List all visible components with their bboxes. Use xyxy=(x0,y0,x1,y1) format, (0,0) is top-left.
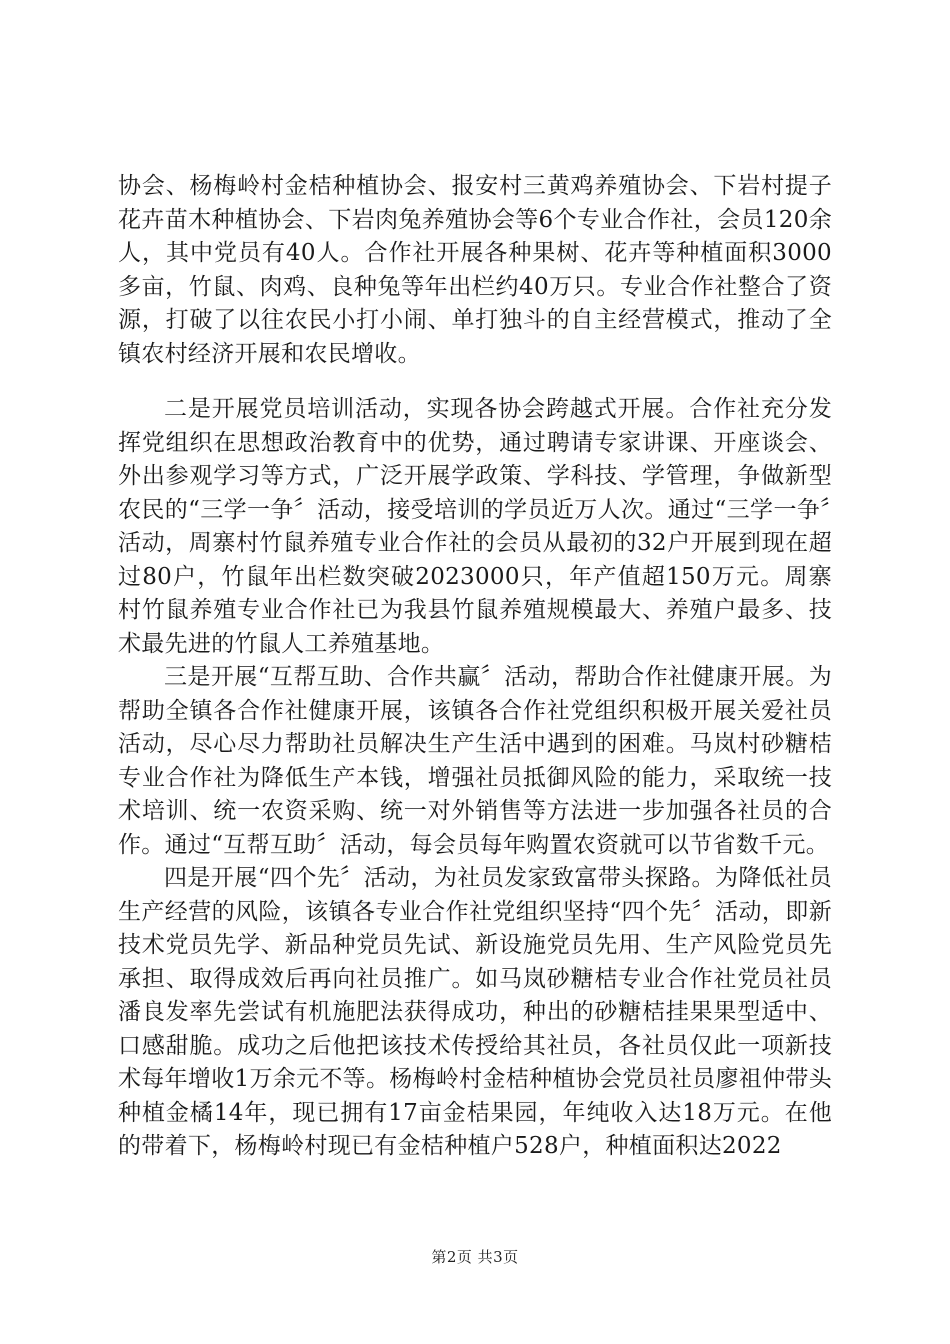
paragraph-four-firsts: 四是开展“四个先〞活动，为社员发家致富带头探路。为降低社员生产经营的风险，该镇各专业合作社党组织坚持“四个先〞活动，即新技术党员先学、新品种党员先试、新设施党员先用、生产风险党员先承担、取得成效后再向社员推广。如马岚砂糖桔专业合作社党员社员潘良发率先尝试有机施肥法获得成功，种出的砂糖桔挂果果型适中、口感甜脆。成功之后他把该技术传授给其社员，各社员仅此一项新技术每年增收1万余元不等。杨梅岭村金桔种植协会党员社员廖祖仲带头种植金橘14年，现已拥有17亩金桔果园，年纯收入达18万元。在他的带着下，杨梅岭村现已有金桔种植户528户，种植面积达2022 xyxy=(118,865,832,1159)
document-body xyxy=(118,170,832,1164)
page-number-footer: 第2页 共3页 xyxy=(431,1248,519,1266)
paragraph-continued: 协会、杨梅岭村金桔种植协会、报安村三黄鸡养殖协会、下岩村提子花卉苗木种植协会、下岩肉兔养殖协会等6个专业合作社，会员120余人，其中党员有40人。合作社开展各种果树、花卉等种植面积3000多亩，竹鼠、肉鸡、良种兔等年出栏约40万只。专业合作社整合了资源，打破了以往农民小打小闹、单打独斗的自主经营模式，推动了全镇农村经济开展和农民增收。 xyxy=(118,173,832,367)
paragraph-party-training: 二是开展党员培训活动，实现各协会跨越式开展。合作社充分发挥党组织在思想政治教育中的优势，通过聘请专家讲课、开座谈会、外出参观学习等方式，广泛开展学政策、学科技、学管理，争做新型农民的“三学一争〞活动，接受培训的学员近万人次。通过“三学一争〞活动，周寨村竹鼠养殖专业合作社的会员从最初的32户开展到现在超过80户，竹鼠年出栏数突破2023000只，年产值超150万元。周寨村竹鼠养殖专业合作社已为我县竹鼠养殖规模最大、养殖户最多、技术最先进的竹鼠人工养殖基地。 xyxy=(118,396,832,657)
paragraph-gap xyxy=(118,371,832,393)
paragraph-mutual-help: 三是开展“互帮互助、合作共赢〞活动，帮助合作社健康开展。为帮助全镇各合作社健康开展，该镇各合作社党组织积极开展关爱社员活动，尽心尽力帮助社员解决生产生活中遇到的困难。马岚村砂糖桔专业合作社为降低生产本钱，增强社员抵御风险的能力，采取统一技术培训、统一农资采购、统一对外销售等方法进一步加强各社员的合作。通过“互帮互助〞活动，每会员每年购置农资就可以节省数千元。 xyxy=(118,664,832,858)
